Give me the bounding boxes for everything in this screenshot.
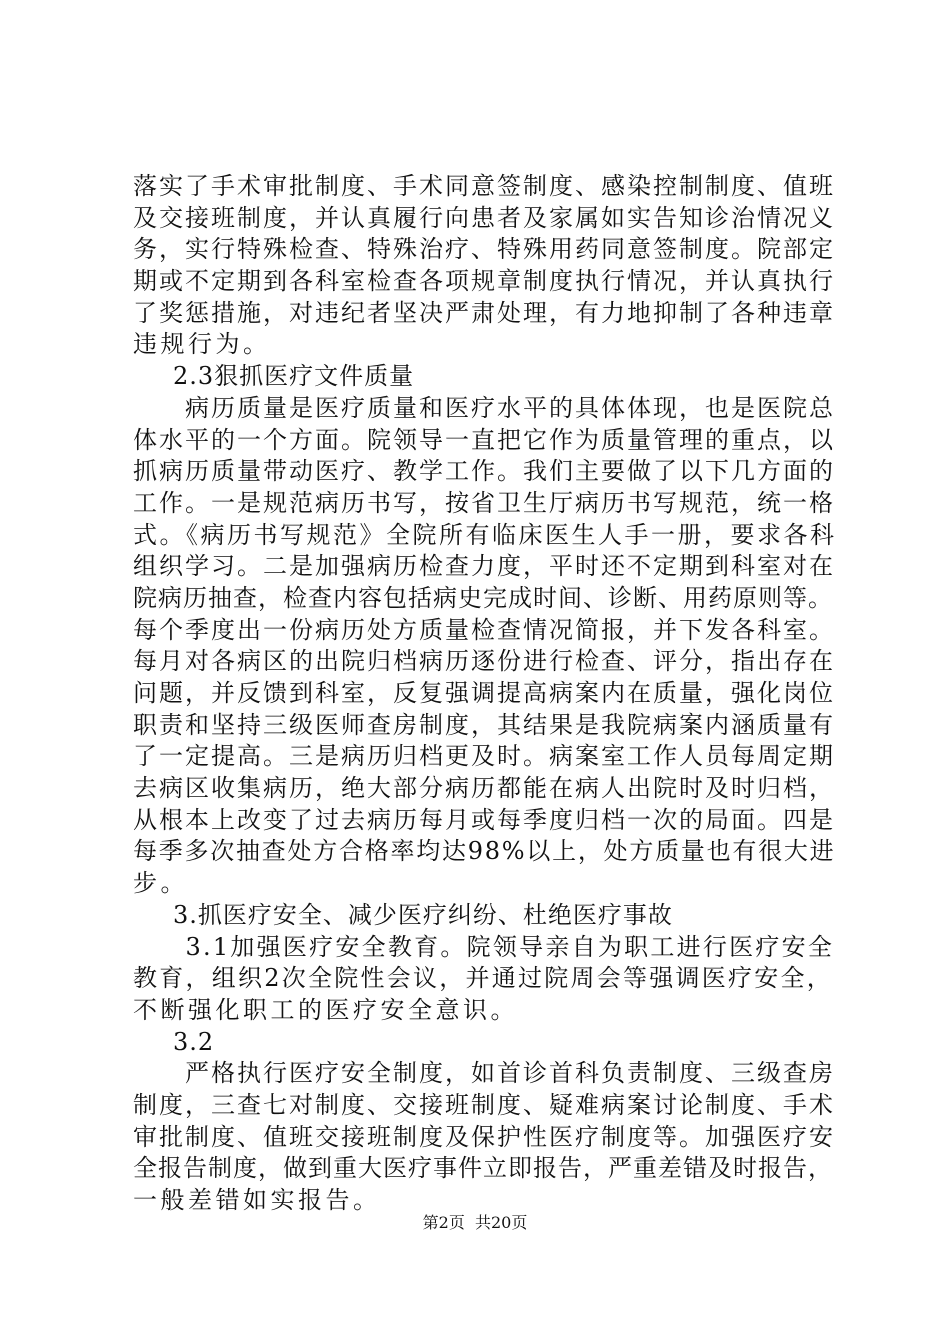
document-body [133,171,837,1217]
text-line: 务，实行特殊检查、特殊治疗、特殊用药同意签制度。院部定 [133,235,835,264]
text-line: 全报告制度，做到重大医疗事件立即报告，严重差错及时报告， [133,1154,833,1183]
text-line: 体水平的一个方面。院领导一直把它作为质量管理的重点，以 [133,425,835,454]
text-line: 一般差错如实报告。 [133,1186,381,1214]
text-line: 落实了手术审批制度、手术同意签制度、感染控制制度、值班 [133,172,835,200]
paragraph [133,1058,833,1216]
text-line: 职责和坚持三级医师查房制度，其结果是我院病案内涵质量有 [133,710,835,739]
section-heading [133,900,833,932]
text-line: 每个季度出一份病历处方质量检查情况简报，并下发各科室。 [133,615,835,644]
text-line: 及交接班制度，并认真履行向患者及家属如实告知诊治情况义 [133,203,835,232]
page-footer [0,1212,950,1234]
text-line: 每月对各病区的出院归档病历逐份进行检查、评分，指出存在 [133,647,835,676]
text-line: 从根本上改变了过去病历每月或每季度归档一次的局面。四是 [133,805,835,834]
paragraph [133,171,833,361]
text-line: 审批制度、值班交接班制度及保护性医疗制度等。加强医疗安 [133,1122,835,1151]
text-line: 院病历抽查，检查内容包括病史完成时间、诊断、用药原则等。 [133,583,833,612]
text-line: 制度，三查七对制度、交接班制度、疑难病案讨论制度、手术 [133,1090,835,1119]
text-line: 步。 [133,869,188,898]
text-line: 问题，并反馈到科室，反复强调提高病案内在质量，强化岗位 [133,679,835,707]
text-line: 了一定提高。三是病历归档更及时。病案室工作人员每周定期 [133,742,835,771]
text-line: 式。《病历书写规范》全院所有临床医生人手一册，要求各科 [133,520,837,549]
paragraph [133,932,833,1027]
text-line: 3.抓医疗安全、减少医疗纠纷、杜绝医疗事故 [173,900,673,929]
text-line: 去病区收集病历，绝大部分病历都能在病人出院时及时归档， [133,774,835,803]
text-line: 违规行为。 [133,330,271,359]
text-line: 抓病历质量带动医疗、教学工作。我们主要做了以下几方面的 [133,457,835,486]
text-line: 3.2 [173,1027,215,1056]
text-line: 组织学习。二是加强病历检查力度，平时还不定期到科室对在 [133,552,835,581]
text-line: 教育，组织2次全院性会议，并通过院周会等强调医疗安全， [133,964,834,993]
text-line: 病历质量是医疗质量和医疗水平的具体体现，也是医院总 [133,393,835,422]
text-line: 了奖惩措施，对违纪者坚决严肃处理，有力地抑制了各种违章 [133,298,835,327]
text-line: 不断强化职工的医疗安全意识。 [133,995,518,1024]
text-line: 每季多次抽查处方合格率均达98%以上，处方质量也有很大进 [133,837,836,866]
text-line: 3.1加强医疗安全教育。院领导亲自为职工进行医疗安全 [133,932,835,961]
text-line: 工作。一是规范病历书写，按省卫生厅病历书写规范，统一格 [133,488,835,517]
section-heading [133,361,833,393]
text-line: 期或不定期到各科室检查各项规章制度执行情况，并认真执行 [133,267,835,296]
text-line: 严格执行医疗安全制度，如首诊首科负责制度、三级查房 [133,1059,835,1088]
page-number: 第2页 共20页 [422,1213,528,1232]
text-line: 2.3狠抓医疗文件质量 [173,362,415,391]
section-heading [133,1027,833,1059]
paragraph [133,393,837,900]
